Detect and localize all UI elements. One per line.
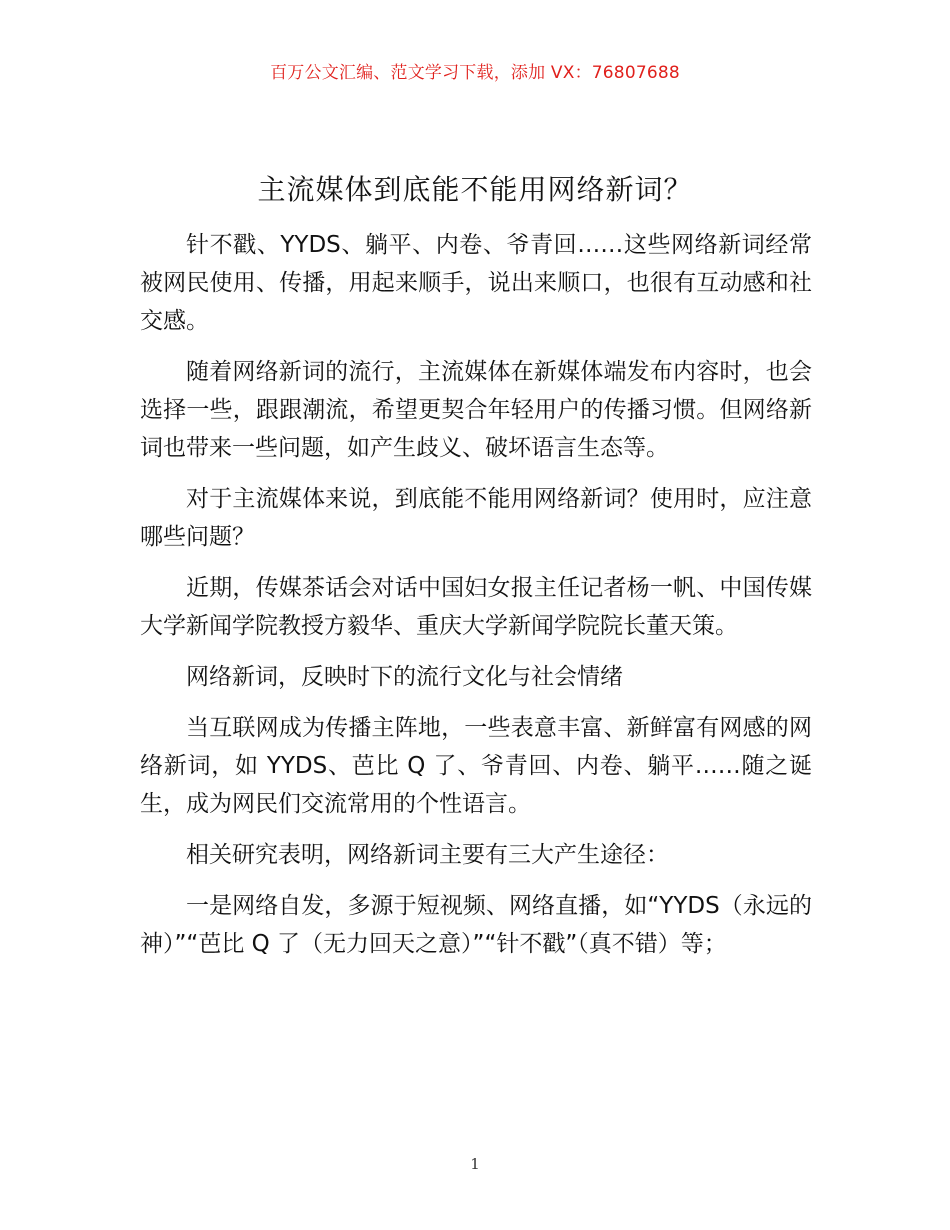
paragraph: 对于主流媒体来说，到底能不能用网络新词？使用时，应注意哪些问题？ <box>140 486 812 550</box>
page-number: 1 <box>470 1155 480 1173</box>
article-title: 主流媒体到底能不能用网络新词？ <box>257 173 693 206</box>
paragraph: 近期，传媒茶话会对话中国妇女报主任记者杨一帆、中国传媒大学新闻学院教授方毅华、重庆大学新闻学院院长董天策。 <box>140 575 812 639</box>
paragraph: 针不戳、YYDS、躺平、内卷、爷青回……这些网络新词经常被网民使用、传播，用起来顺手，说出来顺口，也很有互动感和社交感。 <box>140 232 812 334</box>
paragraph: 随着网络新词的流行，主流媒体在新媒体端发布内容时，也会选择一些，跟跟潮流，希望更契合年轻用户的传播习惯。但网络新词也带来一些问题，如产生歧义、破坏语言生态等。 <box>140 359 812 461</box>
paragraph: 当互联网成为传播主阵地，一些表意丰富、新鲜富有网感的网络新词，如 YYDS、芭比 Q 了、爷青回、内卷、躺平……随之诞生，成为网民们交流常用的个性语言。 <box>140 715 812 817</box>
promo-header: 百万公文汇编、范文学习下载，添加 VX：76807688 <box>270 63 680 83</box>
section-subheading: 网络新词，反映时下的流行文化与社会情绪 <box>186 664 623 690</box>
article-body <box>140 226 812 976</box>
paragraph: 一是网络自发，多源于短视频、网络直播，如“YYDS（永远的神）”“芭比 Q 了（无力回天之意）”“针不戳”（真不错）等； <box>140 893 812 957</box>
paragraph: 相关研究表明，网络新词主要有三大产生途径： <box>186 842 669 868</box>
